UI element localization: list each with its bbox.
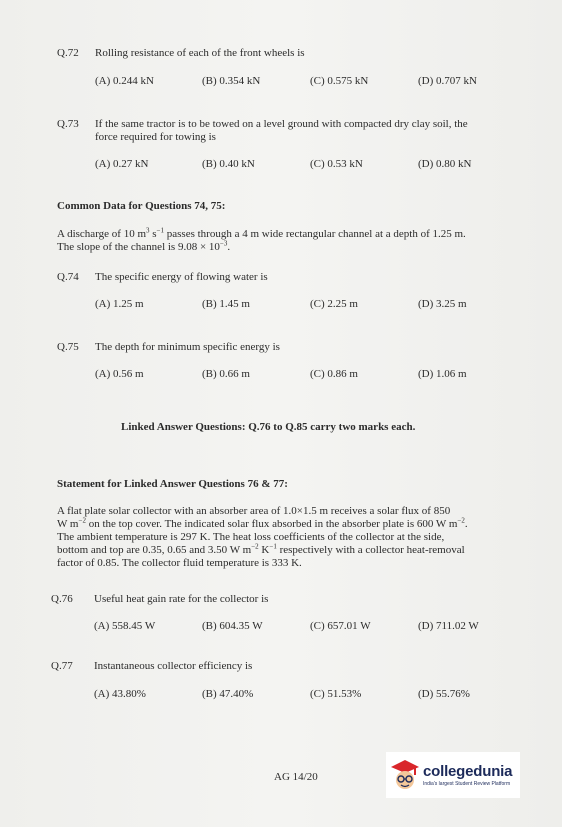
statement-line-1: A flat plate solar collector with an absorber area of 1.0×1.5 m receives a solar flux of 850 <box>57 505 451 517</box>
option-b: (B) 0.66 m <box>202 368 250 380</box>
question-text: Instantaneous collector efficiency is <box>94 660 253 672</box>
logo-tagline: India's largest Student Review Platform <box>423 781 511 787</box>
question-number: Q.72 <box>57 47 79 59</box>
statement-line-2: W $m^{-2}$ on the top cover. The indicated solar flux absorbed in the absorber plate is 600 W $m^{-2}$. <box>57 516 468 530</box>
option-d: (D) 0.707 kN <box>418 75 477 87</box>
question-number: Q.77 <box>51 660 73 672</box>
option-a: (A) 0.244 kN <box>95 75 154 87</box>
option-d: (D) 711.02 W <box>418 620 479 632</box>
logo-name: collegedunia <box>423 763 513 780</box>
option-b: (B) 47.40% <box>202 688 254 700</box>
option-b: (B) 0.354 kN <box>202 75 261 87</box>
question-number: Q.74 <box>57 271 79 283</box>
option-c: (C) 0.86 m <box>310 368 358 380</box>
statement-line-3: The ambient temperature is 297 K. The heat loss coefficients of the collector at the side, <box>57 531 445 543</box>
option-c: (C) 2.25 m <box>310 298 358 310</box>
question-text: The depth for minimum specific energy is <box>95 341 280 353</box>
question-number: Q.76 <box>51 593 73 605</box>
option-d: (D) 0.80 kN <box>418 158 472 170</box>
option-d: (D) 3.25 m <box>418 298 467 310</box>
question-text: Rolling resistance of each of the front wheels is <box>95 47 305 59</box>
collegedunia-logo <box>386 752 520 798</box>
option-c: (C) 51.53% <box>310 688 362 700</box>
option-a: (A) 1.25 m <box>95 298 144 310</box>
option-c: (C) 0.575 kN <box>310 75 369 87</box>
graduate-mascot-icon <box>390 758 420 792</box>
common-data-line-2: The slope of the channel is $9.08 \times 10^{-3}$. <box>57 239 231 253</box>
question-number: Q.73 <box>57 118 79 130</box>
option-d: (D) 1.06 m <box>418 368 467 380</box>
option-c: (C) 657.01 W <box>310 620 371 632</box>
statement-line-4: bottom and top are 0.35, 0.65 and 3.50 W $m^{-2}$ $K^{-1}$ respectively with a collector heat-removal <box>57 542 465 556</box>
linked-answer-heading: Linked Answer Questions: Q.76 to Q.85 carry two marks each. <box>121 421 416 433</box>
option-d: (D) 55.76% <box>418 688 470 700</box>
question-text-line-1: If the same tractor is to be towed on a level ground with compacted dry clay soil, the <box>95 118 468 130</box>
page-number: AG 14/20 <box>274 771 318 783</box>
common-data-line-1: A discharge of 10 $m^3$ $s^{-1}$ passes through a 4 m wide rectangular channel at a depth of 1.25 m. <box>57 226 466 240</box>
question-number: Q.75 <box>57 341 79 353</box>
section-heading: Common Data for Questions 74, 75: <box>57 200 226 212</box>
option-c: (C) 0.53 kN <box>310 158 363 170</box>
question-text: Useful heat gain rate for the collector is <box>94 593 269 605</box>
option-a: (A) 0.27 kN <box>95 158 149 170</box>
option-b: (B) 0.40 kN <box>202 158 255 170</box>
statement-line-5: factor of 0.85. The collector fluid temperature is 333 K. <box>57 557 302 569</box>
question-text-line-2: force required for towing is <box>95 131 216 143</box>
option-b: (B) 604.35 W <box>202 620 263 632</box>
option-a: (A) 0.56 m <box>95 368 144 380</box>
option-b: (B) 1.45 m <box>202 298 250 310</box>
option-a: (A) 558.45 W <box>94 620 156 632</box>
question-text: The specific energy of flowing water is <box>95 271 268 283</box>
statement-heading: Statement for Linked Answer Questions 76 & 77: <box>57 478 288 490</box>
option-a: (A) 43.80% <box>94 688 146 700</box>
